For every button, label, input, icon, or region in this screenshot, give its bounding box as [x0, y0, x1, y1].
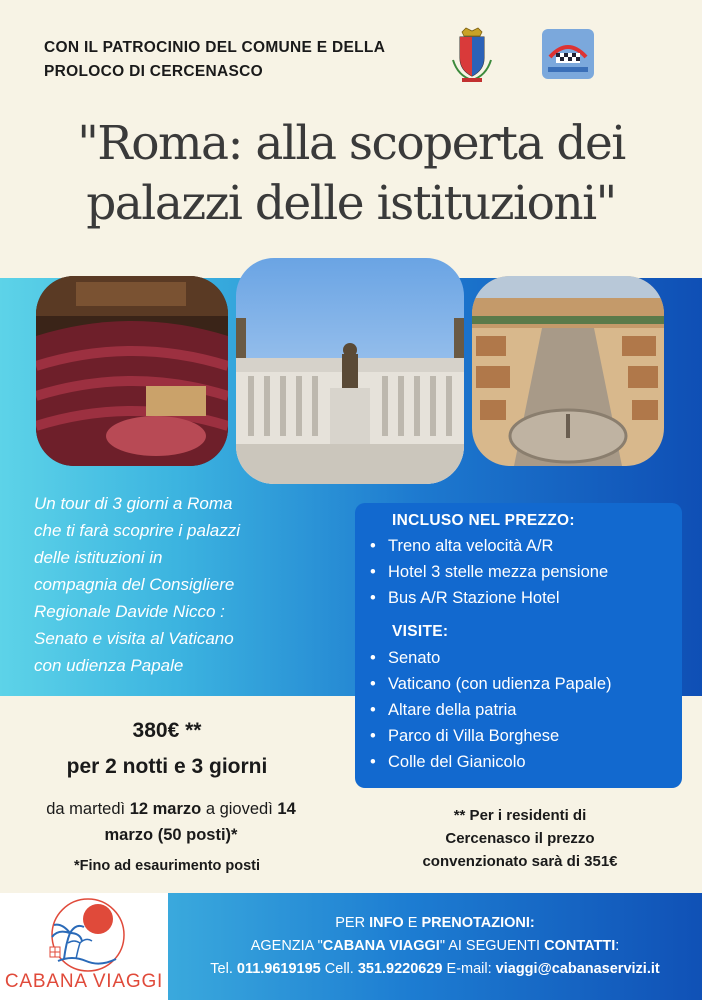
agency-mid: " AI SEGUENTI: [439, 938, 545, 954]
vittoriano-monument-photo: [236, 258, 464, 484]
agency-name: CABANA VIAGGI: [322, 938, 440, 954]
senate-chamber-photo: [36, 276, 228, 466]
phone-number[interactable]: 011.9619195: [236, 961, 321, 977]
info-line: [168, 915, 702, 931]
visit-item: • Vaticano (con udienza Papale): [370, 671, 612, 697]
agency-prefix: AGENZIA ": [250, 938, 323, 954]
residents-line-3: convenzionato sarà di 351€: [422, 853, 618, 870]
proloco-logo: [542, 29, 594, 79]
visit-item: • Altare della patria: [370, 697, 612, 723]
info-bold-2: PRENOTAZIONI:: [421, 915, 535, 931]
patronage-line-1: CON IL PATROCINIO DEL COMUNE E DELLA: [44, 39, 386, 56]
dates-end-day: 14: [277, 800, 296, 818]
dates-middle: a giovedì: [201, 800, 278, 818]
agency-suffix: :: [615, 938, 620, 954]
dates-prefix: da martedì: [46, 800, 130, 818]
contact-footer: [168, 893, 702, 1000]
included-item: • Hotel 3 stelle mezza pensione: [370, 559, 608, 585]
description-line: Un tour di 3 giorni a Roma: [34, 494, 233, 513]
visits-heading: VISITE:: [392, 623, 449, 640]
visit-item: • Senato: [370, 645, 612, 671]
patronage-text: [44, 36, 444, 84]
description-line: con udienza Papale: [34, 656, 184, 675]
included-item: • Bus A/R Stazione Hotel: [370, 585, 608, 611]
visit-item: • Colle del Gianicolo: [370, 749, 612, 775]
page-title: [30, 114, 672, 234]
description-line: che ti farà scoprire i palazzi: [34, 521, 240, 540]
title-line-1: "Roma: alla scoperta dei: [77, 116, 625, 171]
tour-dates: [6, 796, 336, 848]
limited-seats-note: *Fino ad esaurimento posti: [73, 858, 261, 874]
cabana-viaggi-logo: [0, 893, 168, 1000]
description-line: Senato e visita al Vaticano: [34, 629, 234, 648]
cell-number[interactable]: 351.9220629: [357, 961, 443, 977]
tel-label: Tel.: [210, 961, 237, 977]
title-line-2: palazzi delle istituzioni": [86, 176, 616, 231]
st-peters-square-photo: [472, 276, 664, 466]
price-amount: 380€ **: [132, 719, 202, 742]
email-label: E-mail:: [442, 961, 496, 977]
description-line: compagnia del Consigliere: [34, 575, 235, 594]
comune-coat-of-arms-logo: [450, 26, 494, 84]
info-bold: INFO: [369, 915, 404, 931]
agency-bold: CONTATTI: [544, 938, 616, 954]
visits-list: [370, 645, 612, 775]
agency-line: [168, 938, 702, 954]
patronage-line-2: PROLOCO DI CERCENASCO: [44, 63, 264, 80]
info-prefix: PER: [335, 915, 370, 931]
cell-label: Cell.: [320, 961, 358, 977]
info-mid: E: [403, 915, 422, 931]
description-line: Regionale Davide Nicco :: [34, 602, 225, 621]
residents-price-note: [370, 804, 670, 873]
palm-sun-icon: [38, 897, 130, 977]
brand-name: CABANA VIAGGI: [4, 971, 164, 992]
dates-end-month: marzo (50 posti)*: [104, 826, 238, 844]
price-duration: per 2 notti e 3 giorni: [66, 755, 268, 778]
dates-start: 12 marzo: [129, 800, 202, 818]
contacts-line: [168, 961, 702, 977]
included-list: [370, 533, 608, 611]
included-heading: INCLUSO NEL PREZZO:: [392, 512, 575, 529]
email-address[interactable]: viaggi@cabanaservizi.it: [495, 961, 660, 977]
residents-line-1: ** Per i residenti di: [453, 807, 587, 824]
included-item: • Treno alta velocità A/R: [370, 533, 608, 559]
tour-description: [34, 490, 334, 679]
visit-item: • Parco di Villa Borghese: [370, 723, 612, 749]
price-block: [10, 713, 324, 785]
residents-line-2: Cercenasco il prezzo: [445, 830, 595, 847]
description-line: delle istituzioni in: [34, 548, 163, 567]
